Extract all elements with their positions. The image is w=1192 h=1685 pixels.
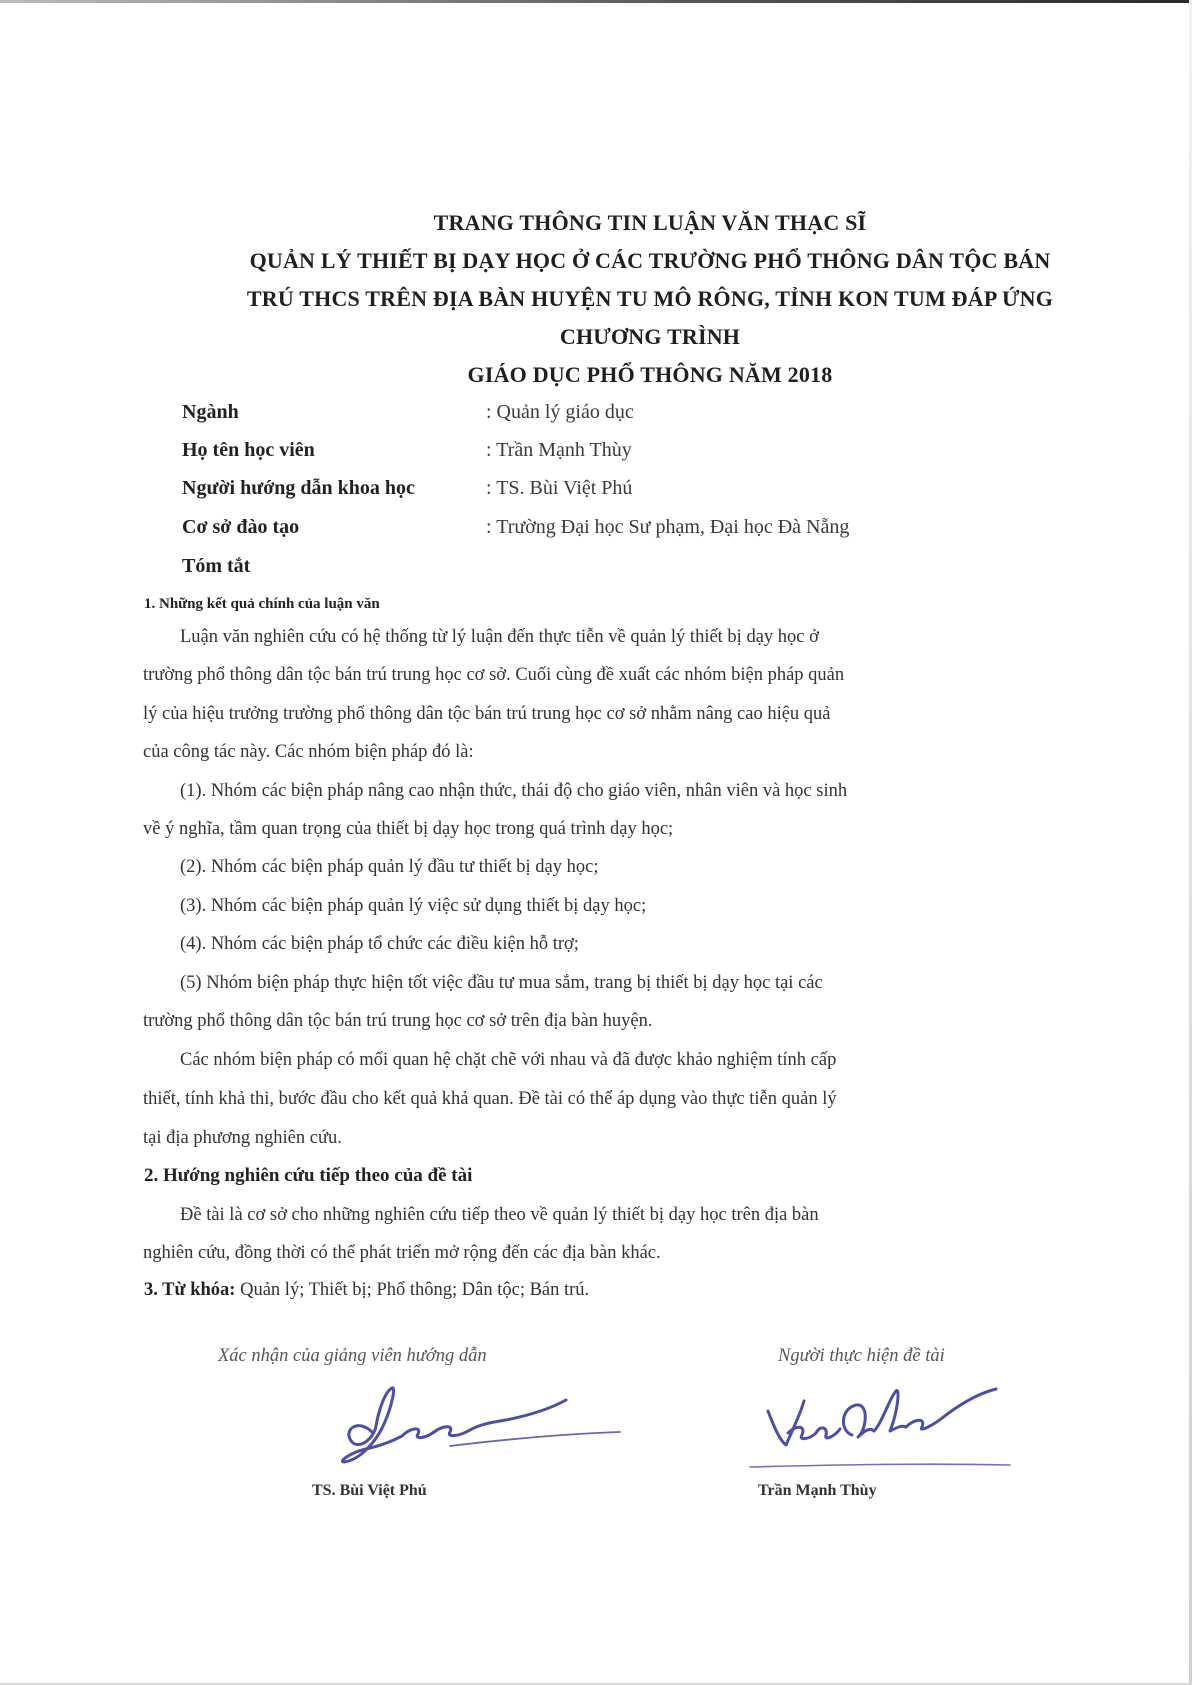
author-name: Trần Mạnh Thùy [758,1482,877,1499]
section-1-line: trường phổ thông dân tộc bán trú trung học cơ sở. Cuối cùng đề xuất các nhóm biện pháp quản [143,665,845,685]
thesis-title-line-1: QUẢN LÝ THIẾT BỊ DẠY HỌC Ở CÁC TRƯỜNG PHỔ THÔNG DÂN TỘC BÁN [249,248,1051,273]
supervisor-name: TS. Bùi Việt Phú [312,1482,427,1499]
section-1-line: tại địa phương nghiên cứu. [143,1128,342,1148]
section-1-line: (4). Nhóm các biện pháp tổ chức các điều kiện hỗ trợ; [180,934,579,954]
section-1-heading: 1. Những kết quả chính của luận văn [144,596,380,612]
section-1-line: về ý nghĩa, tầm quan trọng của thiết bị dạy học trong quá trình dạy học; [143,819,674,839]
student-value: : Trần Mạnh Thùy [486,439,632,461]
section-1-line: của công tác này. Các nhóm biện pháp đó là: [143,742,474,762]
section-1-line: (1). Nhóm các biện pháp nâng cao nhận thức, thái độ cho giáo viên, nhân viên và học sinh [180,781,848,801]
section-2-line: Đề tài là cơ sở cho những nghiên cứu tiếp theo về quản lý thiết bị dạy học trên địa bàn [180,1205,819,1225]
thesis-title-line-4: GIÁO DỤC PHỔ THÔNG NĂM 2018 [467,362,833,387]
section-1-line: trường phổ thông dân tộc bán trú trung học cơ sở trên địa bàn huyện. [143,1011,653,1031]
author-title: Người thực hiện đề tài [778,1346,945,1366]
institution-value: : Trường Đại học Sư phạm, Đại học Đà Nẵng [486,516,850,538]
supervisor-confirmation-title: Xác nhận của giảng viên hướng dẫn [218,1346,487,1366]
keywords-line [144,1280,589,1301]
supervisor-label: Người hướng dẫn khoa học [182,477,415,499]
section-2-line: nghiên cứu, đồng thời có thể phát triển mở rộng đến các địa bàn khác. [143,1243,661,1263]
major-value: : Quản lý giáo dục [486,401,634,423]
summary-label: Tóm tắt [182,555,251,577]
thesis-title-line-3: CHƯƠNG TRÌNH [559,324,741,349]
section-2-heading: 2. Hướng nghiên cứu tiếp theo của đề tài [144,1165,473,1186]
section-1-line: thiết, tính khả thi, bước đầu cho kết quả khả quan. Đề tài có thể áp dụng vào thực tiễn quản lý [143,1089,837,1109]
student-label: Họ tên học viên [182,439,315,461]
institution-label: Cơ sở đào tạo [182,516,300,538]
section-1-line: Luận văn nghiên cứu có hệ thống từ lý luận đến thực tiễn về quản lý thiết bị dạy học ở [180,627,819,647]
keywords-value: Quản lý; Thiết bị; Phổ thông; Dân tộc; Bán trú. [240,1280,590,1300]
keywords-label: 3. Từ khóa: [144,1280,236,1300]
supervisor-signature [330,1380,630,1470]
section-1-line: Các nhóm biện pháp có mối quan hệ chặt chẽ với nhau và đã được khảo nghiệm tính cấp [180,1050,837,1070]
section-1-line: (3). Nhóm các biện pháp quản lý việc sử dụng thiết bị dạy học; [180,896,647,916]
major-label: Ngành [182,401,239,423]
author-signature [740,1375,1020,1475]
section-1-line: (5) Nhóm biện pháp thực hiện tốt việc đầu tư mua sắm, trang bị thiết bị dạy học tại các [180,973,823,993]
page-title: TRANG THÔNG TIN LUẬN VĂN THẠC SĨ [433,210,867,235]
section-1-line: lý của hiệu trưởng trường phổ thông dân tộc bán trú trung học cơ sở nhằm nâng cao hiệu quả [143,704,831,724]
scan-top-line [0,0,1192,3]
section-1-line: (2). Nhóm các biện pháp quản lý đầu tư thiết bị dạy học; [180,857,599,877]
supervisor-value: : TS. Bùi Việt Phú [486,477,633,499]
thesis-title-line-2: TRÚ THCS TRÊN ĐỊA BÀN HUYỆN TU MÔ RÔNG, TỈNH KON TUM ĐÁP ỨNG [246,286,1054,311]
